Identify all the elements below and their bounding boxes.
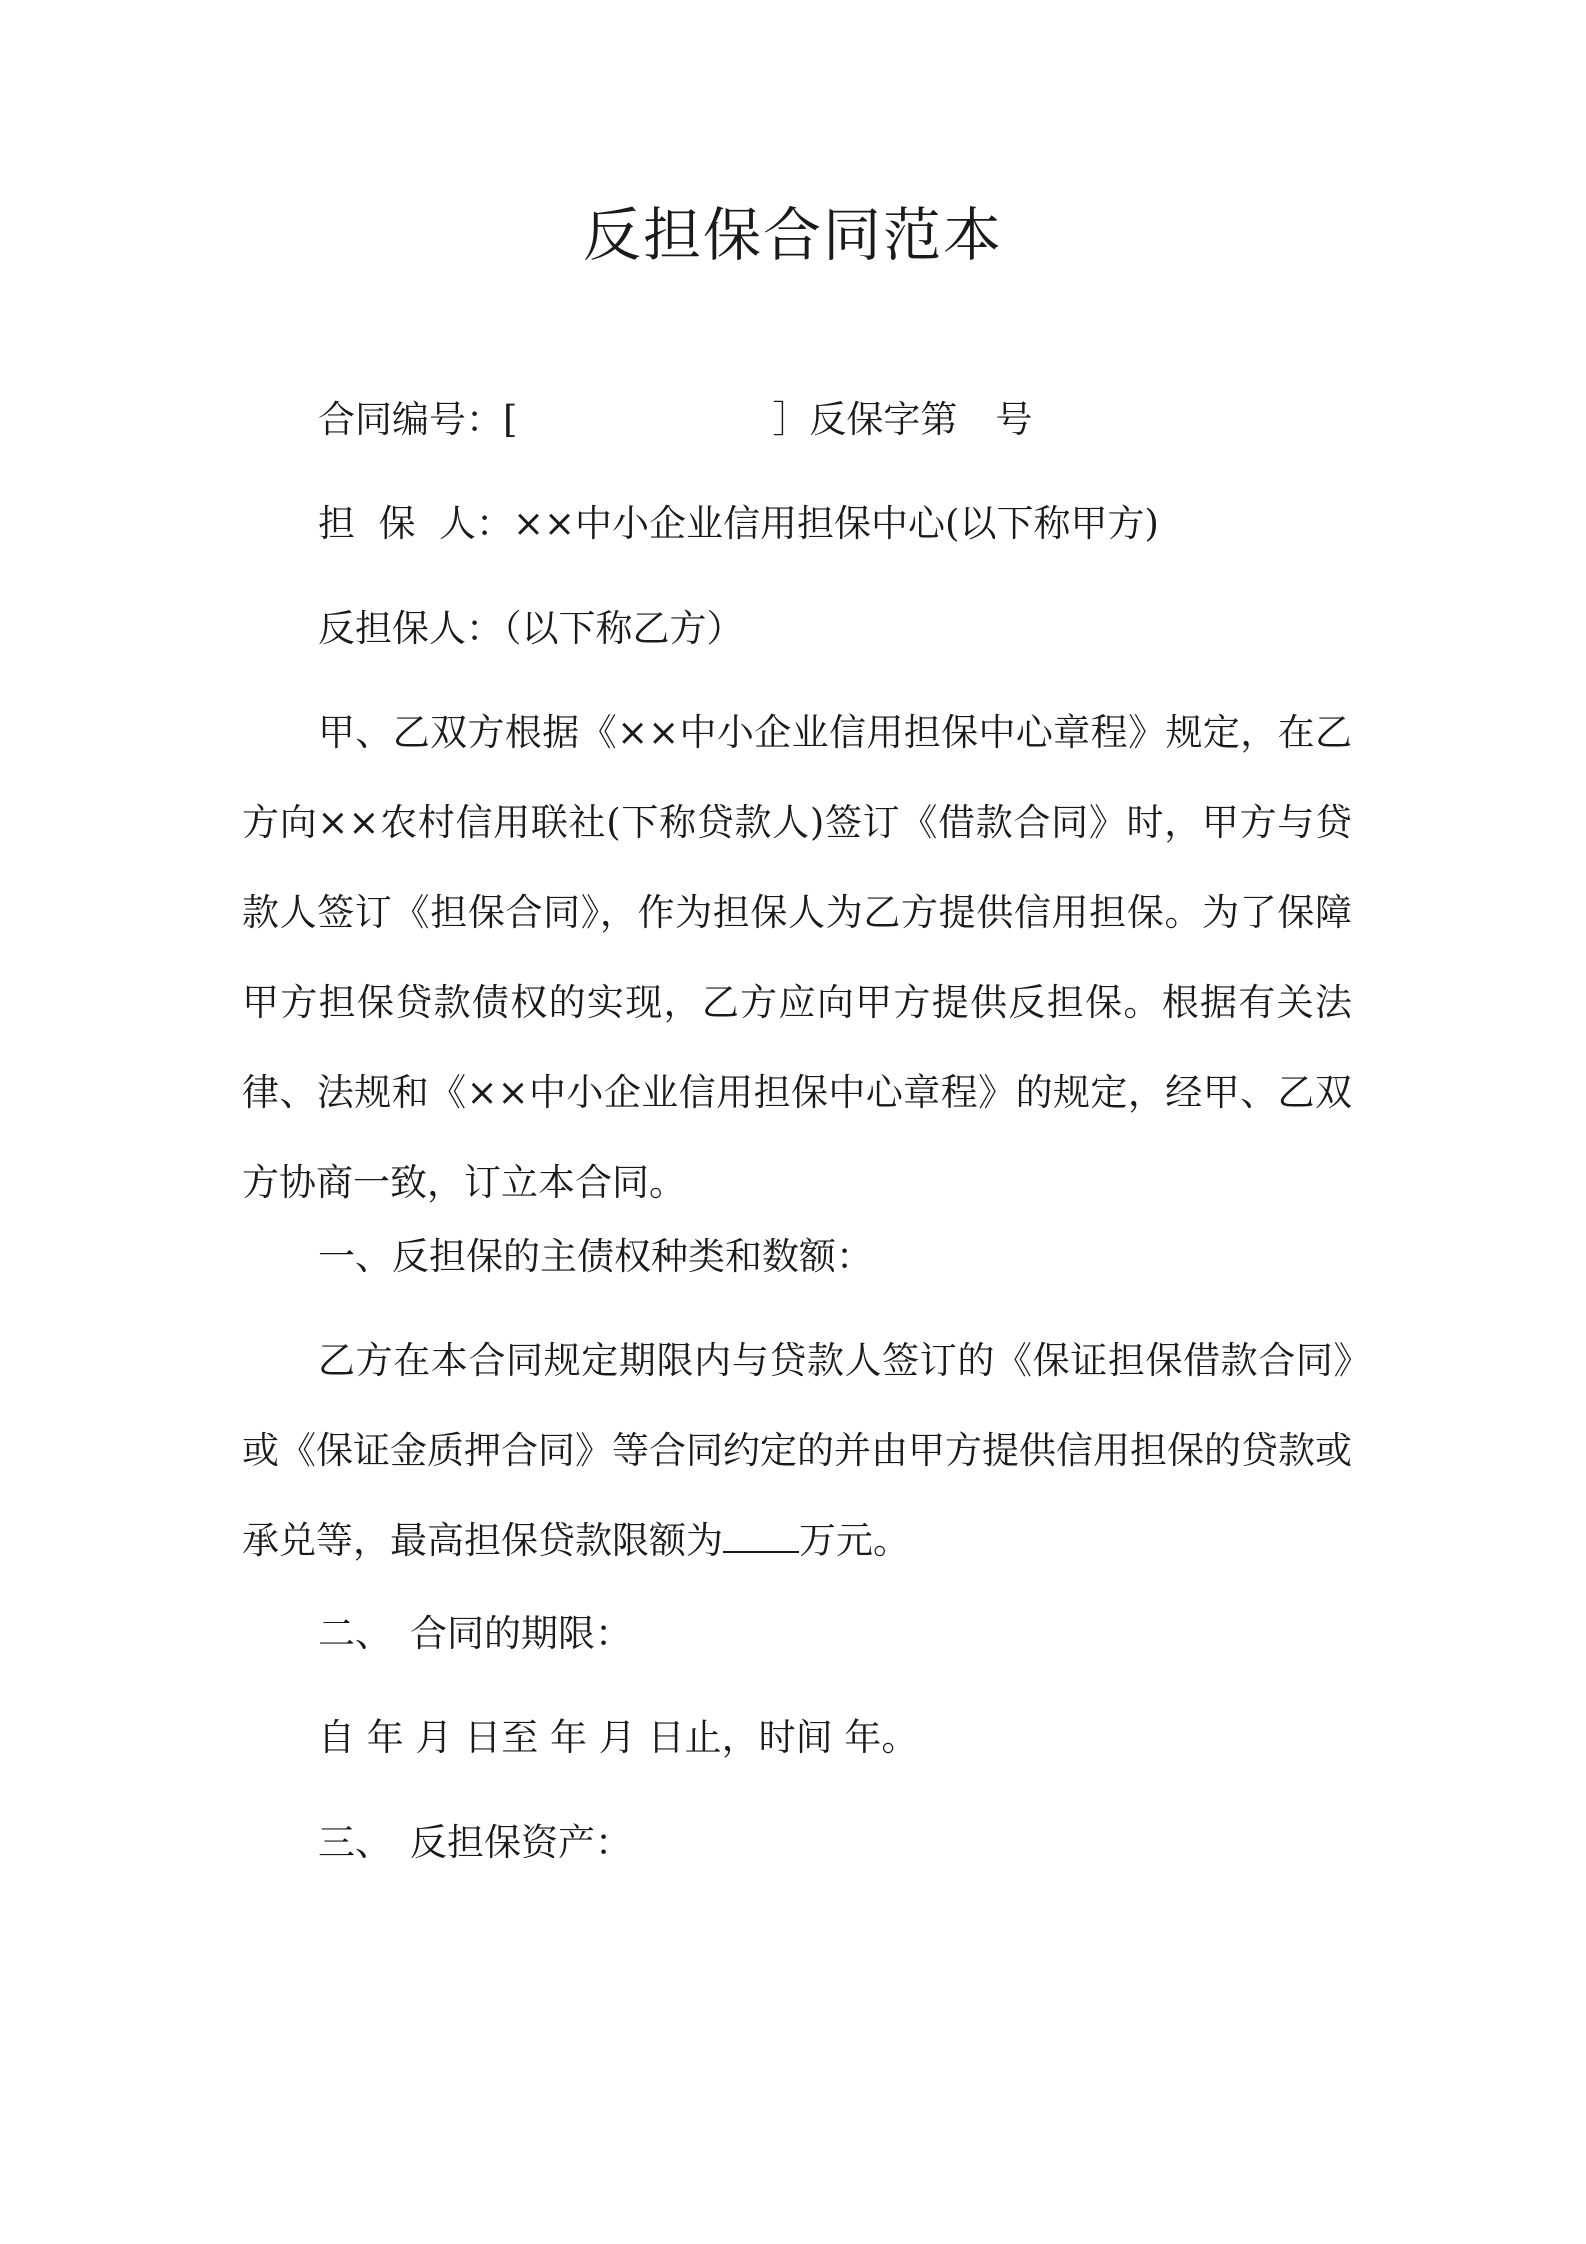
document-title: 反担保合同范本 — [582, 201, 1003, 269]
section1-body — [242, 1316, 1352, 1586]
contract-number-end: 号 — [995, 398, 1033, 441]
amount-blank — [723, 1521, 799, 1553]
section1-heading: 一、反担保的主债权种类和数额： — [318, 1235, 873, 1278]
contract-number-label: 合同编号：[ — [318, 398, 518, 441]
counter-guarantor-line — [318, 605, 744, 653]
section2-heading — [318, 1610, 632, 1658]
counter-guarantor-label: 反担保人： — [318, 607, 503, 650]
section3-heading-text: 反担保资产： — [410, 1821, 632, 1864]
section1-body-text: 乙方在本合同规定期限内与贷款人签订的《保证担保借款合同》或《保证金质押合同》等合同约定的并由甲方提供信用担保的贷款或承兑等，最高担保贷款限额为 — [242, 1339, 1352, 1562]
contract-number-suffix: ］反保字第 — [772, 398, 958, 441]
section1-body-unit: 万元。 — [799, 1519, 910, 1562]
guarantor-value: ××中小企业信用担保中心(以下称甲方) — [513, 502, 1159, 545]
contract-number-line — [318, 396, 1032, 444]
section3-heading-number: 三、 — [318, 1821, 392, 1864]
preamble-paragraph: 甲、乙双方根据《××中小企业信用担保中心章程》规定，在乙方向××农村信用联社(下称贷款人)签订《借款合同》时，甲方与贷款人签订《担保合同》，作为担保人为乙方提供信用担保。为了保障甲方担保贷款债权的实现，乙方应向甲方提供反担保。根据有关法律、法规和《××中小企业信用担保中心章程》的规定，经甲、乙双方协商一致，订立本合同。 — [242, 711, 1352, 1204]
section2-heading-number: 二、 — [318, 1612, 392, 1655]
guarantor-label: 担 保 人： — [318, 502, 514, 545]
section3-heading — [318, 1819, 632, 1867]
section2-heading-text: 合同的期限： — [410, 1612, 632, 1655]
section2-body: 自 年 月 日至 年 月 日止，时间 年。 — [318, 1716, 919, 1759]
counter-guarantor-value: （以下称乙方） — [503, 607, 744, 650]
guarantor-line — [318, 500, 1159, 548]
